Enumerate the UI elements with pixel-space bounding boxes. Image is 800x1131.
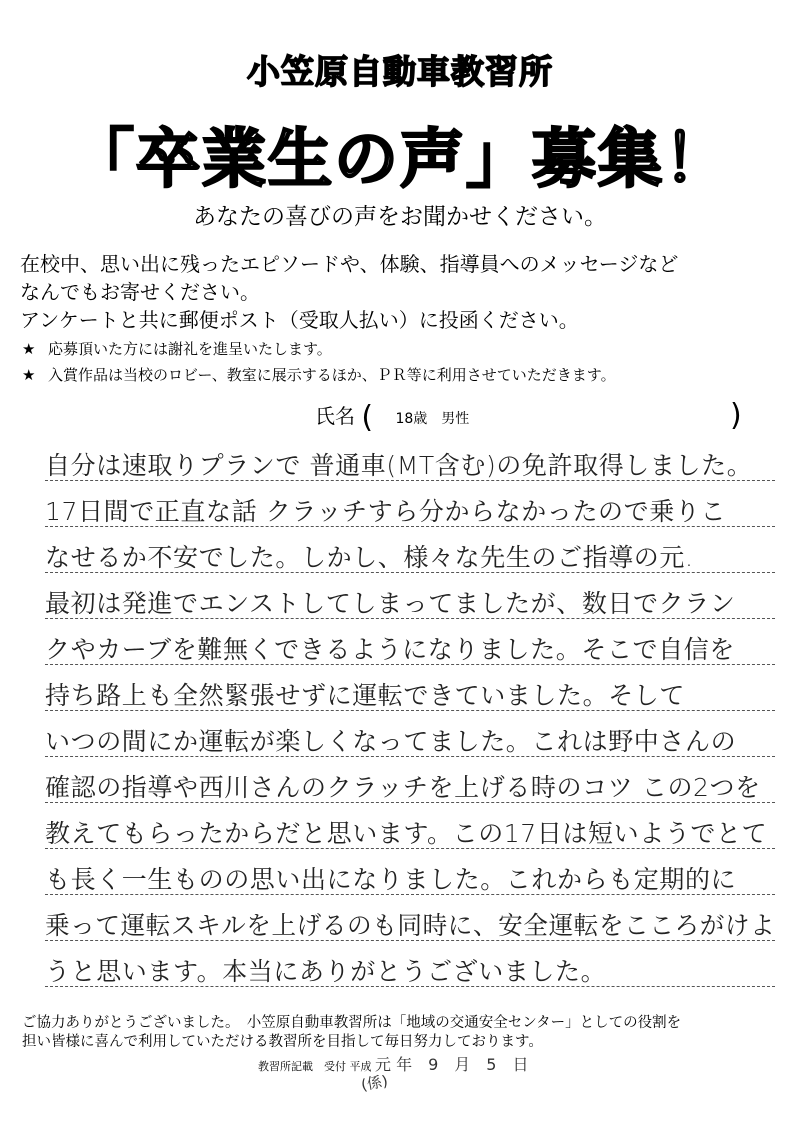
handwritten-line: 持ち路上も全然緊張せずに運転できていました。そして xyxy=(45,681,686,710)
thanks-line: ご協力ありがとうございました。 小笠原自動車教習所は「地域の交通安全センター」としての役割を xyxy=(22,1015,682,1031)
handwritten-line: 確認の指導や西川さんのクラッチを上げる時のコツ この2つを xyxy=(45,773,761,802)
name-value: 18歳 男性 xyxy=(395,411,470,427)
name-label: 氏名 xyxy=(315,404,355,428)
paren-close: ) xyxy=(730,398,742,433)
note-item xyxy=(22,362,616,388)
handwritten-essay xyxy=(45,440,775,1000)
intro-line: アンケートと共に郵便ポスト（受取人払い）に投函ください。 xyxy=(20,308,579,332)
intro-text xyxy=(20,250,790,334)
intro-line: 在校中、思い出に残ったエピソードや、体験、指導員へのメッセージなど xyxy=(20,252,679,276)
record-era: 平成 xyxy=(349,1060,372,1073)
handwritten-line: 最初は発進でエンストしてしまってましたが、数日でクラン xyxy=(45,589,736,618)
office-record xyxy=(258,1052,528,1075)
handwritten-line: クやカーブを難無くできるようになりました。そこで自信を xyxy=(45,635,735,664)
handwritten-line: 自分は速取りプランで 普通車(MT含む)の免許取得しました。 xyxy=(45,451,753,480)
name-field xyxy=(315,400,469,435)
handwritten-line: いつの間にか運転が楽しくなってました。これは野中さんの xyxy=(45,727,737,756)
handwritten-line: も長く一生ものの思い出になりました。これからも定期的に xyxy=(45,865,737,894)
record-date: 元 年 9 月 5 日 xyxy=(375,1055,529,1074)
notes-list xyxy=(22,336,616,388)
star-icon: ★ xyxy=(22,366,36,384)
note-text: 応募頂いた方には謝礼を進呈いたします。 xyxy=(48,340,332,358)
note-item xyxy=(22,336,616,362)
handwritten-line: 教えてもらったからだと思います。この17日は短いようでとて xyxy=(45,819,768,848)
thanks-line: 担い皆様に喜んで利用していただける教習所を目指して毎日努力しております。 xyxy=(22,1034,543,1050)
school-name: 小笠原自動車教習所 xyxy=(247,52,553,91)
thanks-text xyxy=(22,1014,782,1052)
note-text: 入賞作品は当校のロビー、教室に展示するほか、ＰＲ等に利用させていただきます。 xyxy=(48,366,616,384)
headline: 「卒業生の声」募集！ xyxy=(70,123,730,197)
handwritten-line: 17日間で正直な話 クラッチすら分からなかったので乗りこ xyxy=(45,497,727,526)
receipt-stamp: (係) xyxy=(359,1071,390,1095)
paren-open: ( xyxy=(361,400,374,435)
intro-line: なんでもお寄せください。 xyxy=(20,280,260,304)
record-label: 教習所記載 受付 xyxy=(258,1060,346,1073)
handwritten-line: うと思います。本当にありがとうございました。 xyxy=(45,957,607,986)
handwritten-line: なせるか不安でした。しかし、様々な先生のご指導の元. xyxy=(45,543,694,572)
star-icon: ★ xyxy=(22,340,36,358)
handwritten-line: 乗って運転スキルを上げるのも同時に、安全運転をこころがけよ xyxy=(45,911,776,940)
lead-text: あなたの喜びの声をお聞かせください。 xyxy=(193,204,607,230)
